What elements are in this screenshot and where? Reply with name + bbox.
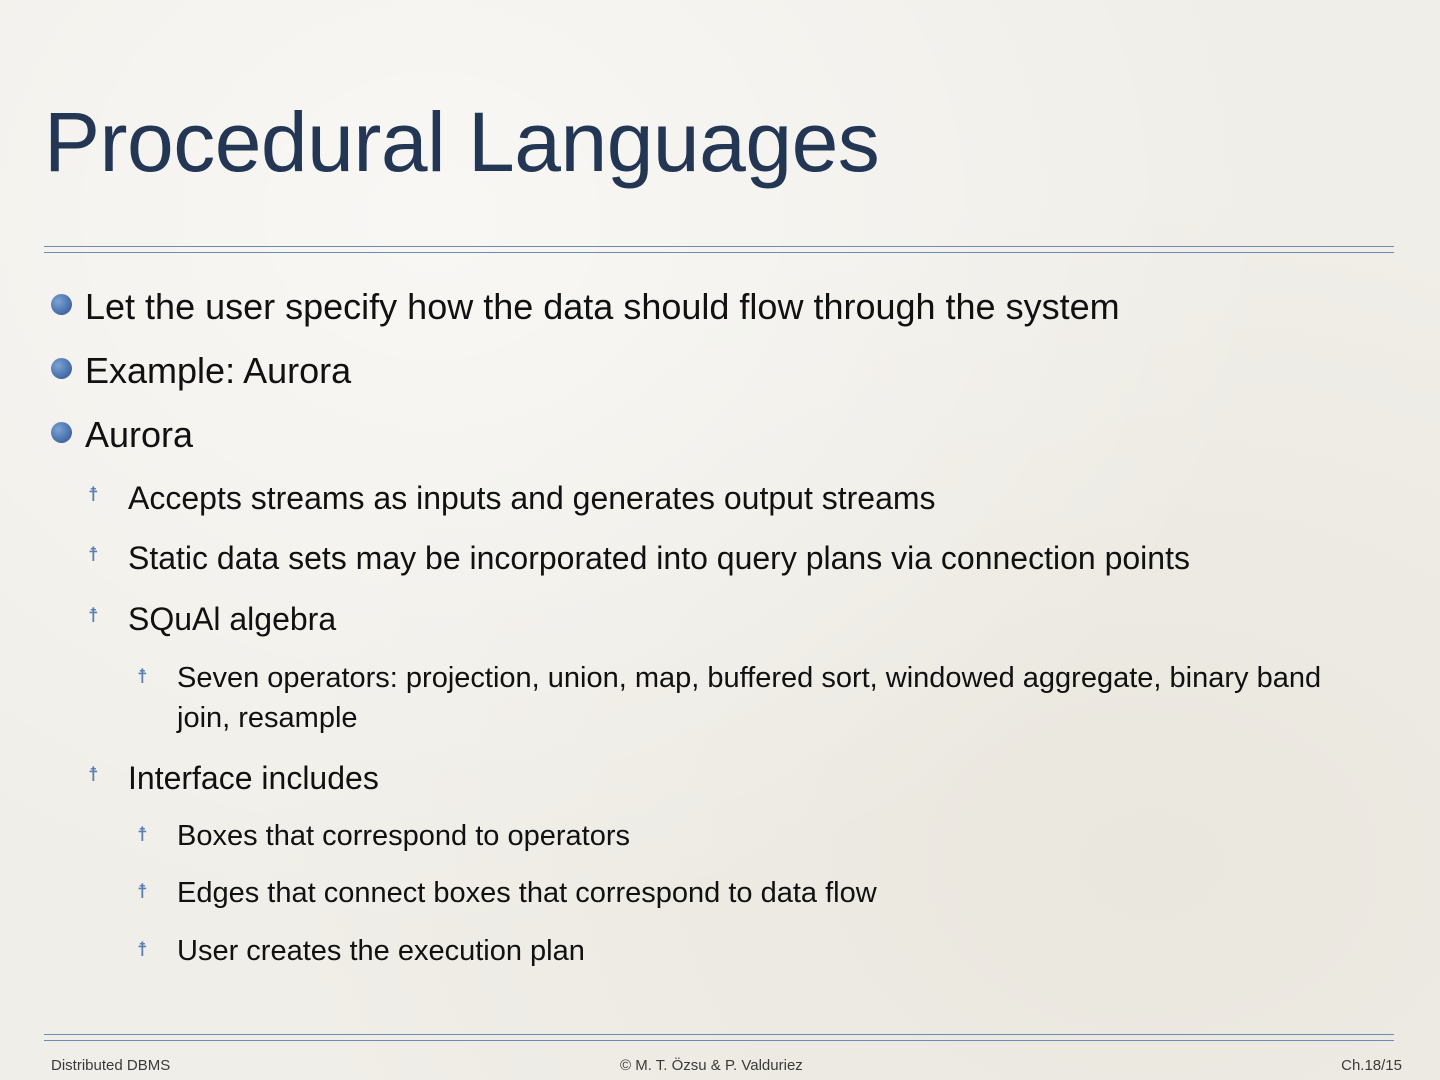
sub-bullet-text: SQuAl algebra [128,601,337,637]
slide-title: Procedural Languages [44,95,880,189]
dagger-bullet-icon: ☨ [88,762,99,786]
sub-sub-bullet-text: Boxes that correspond to operators [177,820,630,852]
dagger-bullet-icon: ☨ [88,603,99,627]
footer-page-number: Ch.18/15 [1341,1057,1402,1074]
footer-course-title: Distributed DBMS [51,1057,171,1074]
sub-sub-bullet-text: User creates the execution plan [177,935,585,967]
footer-divider-line [44,1040,1394,1041]
footer-divider-line [44,1034,1394,1035]
sub-sub-bullet-text: Seven operators: projection, union, map, buffered sort, windowed aggregate, binary band join, resample [177,662,1322,734]
circle-bullet-icon [51,294,72,315]
dagger-bullet-icon: ☨ [88,542,99,566]
circle-bullet-icon [51,422,72,443]
sub-bullet-text: Accepts streams as inputs and generates output streams [128,480,936,516]
dagger-bullet-icon: ☨ [137,822,148,846]
footer-copyright: © M. T. Özsu & P. Valduriez [620,1057,803,1074]
dagger-bullet-icon: ☨ [137,937,148,961]
sub-sub-bullet-text: Edges that connect boxes that correspond to data flow [177,877,877,909]
bullet-text: Let the user specify how the data should flow through the system [85,286,1120,327]
dagger-bullet-icon: ☨ [137,664,148,688]
title-divider-line [44,246,1394,247]
circle-bullet-icon [51,358,72,379]
bullet-text: Example: Aurora [85,350,352,391]
dagger-bullet-icon: ☨ [88,482,99,506]
bullet-text: Aurora [85,414,194,455]
title-divider-line [44,252,1394,253]
dagger-bullet-icon: ☨ [137,879,148,903]
sub-bullet-text: Interface includes [128,760,379,796]
sub-bullet-text: Static data sets may be incorporated into query plans via connection points [128,540,1190,576]
